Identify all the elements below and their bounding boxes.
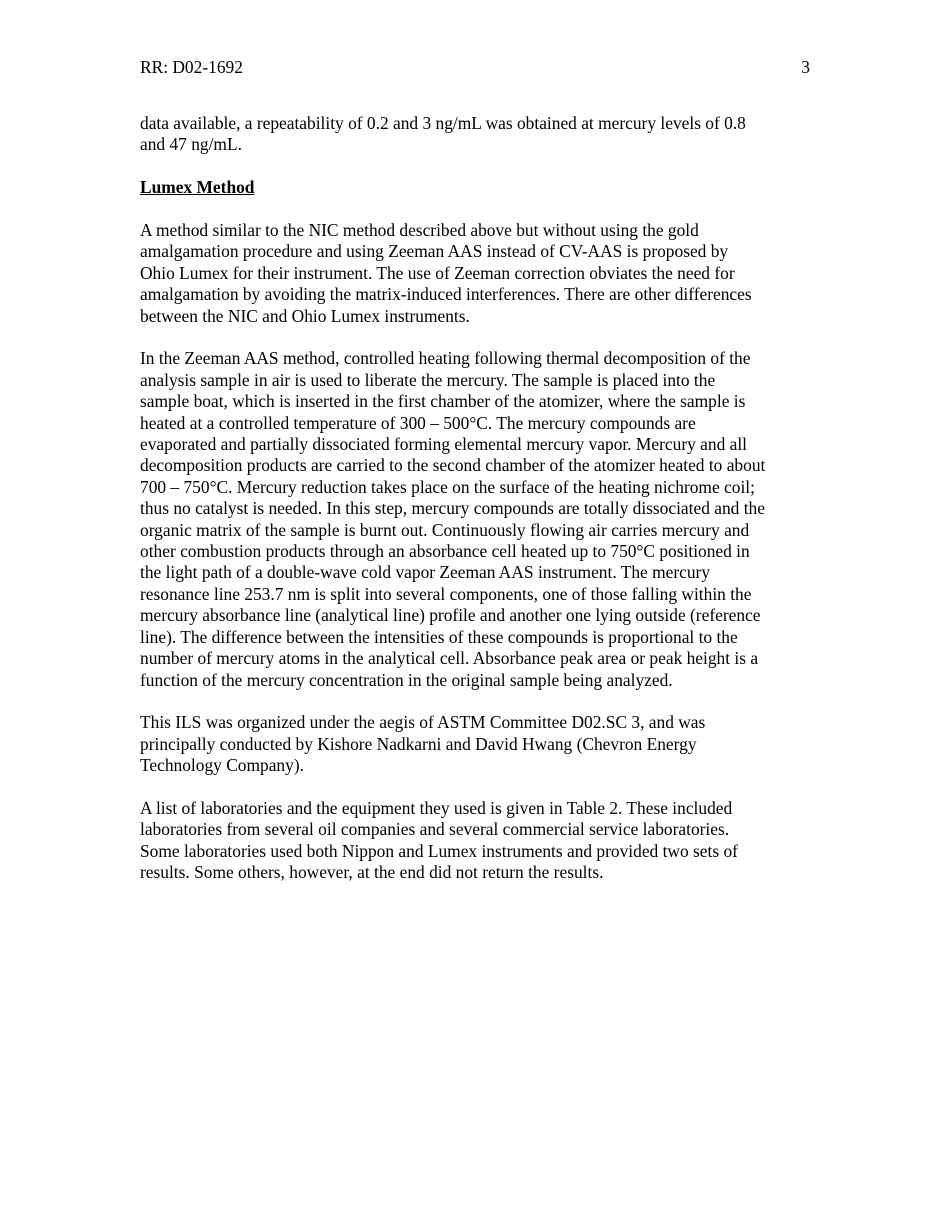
laboratories-paragraph: A list of laboratories and the equipment they used is given in Table 2. These included laboratories from several oil companies and several commercial service laboratories. Some laboratories used both Nippon and Lumex instruments and provided two sets of results. Some others, however, at the end did not return the results. <box>140 797 738 883</box>
section-heading: Lumex Method <box>140 177 255 198</box>
ils-paragraph: This ILS was organized under the aegis of ASTM Committee D02.SC 3, and was principally conducted by Kishore Nadkarni and David Hwang (Chevron Energy Technology Company). <box>140 712 706 776</box>
page-header <box>140 57 810 79</box>
zeeman-paragraph: In the Zeeman AAS method, controlled heating following thermal decomposition of the analysis sample in air is used to liberate the mercury. The sample is placed into the sample boat, which is inserted in the first chamber of the atomizer, where the sample is heated at a controlled temperature of 300 – 500°C. The mercury compounds are evaporated and partially dissociated forming elemental mercury vapor. Mercury and all decomposition products are carried to the second chamber of the atomizer heated to about 700 – 750°C. Mercury reduction takes place on the surface of the heating nichrome coil; thus no catalyst is needed. In this step, mercury compounds are totally dissociated and the organic matrix of the sample is burnt out. Continuously flowing air carries mercury and other combustion products through an absorbance cell heated up to 750°C positioned in the light path of a double-wave cold vapor Zeeman AAS instrument. The mercury resonance line 253.7 nm is split into several components, one of those falling within the mercury absorbance line (analytical line) profile and another one lying outside (reference line). The difference between the intensities of these compounds is proportional to the number of mercury atoms in the analytical cell. Absorbance peak area or peak height is a function of the mercury concentration in the original sample being analyzed. <box>140 348 766 690</box>
report-id: RR: D02-1692 <box>140 57 243 77</box>
intro-paragraph: data available, a repeatability of 0.2 and 3 ng/mL was obtained at mercury levels of 0.8 and 47 ng/mL. <box>140 113 746 155</box>
method-paragraph: A method similar to the NIC method described above but without using the gold amalgamation procedure and using Zeeman AAS instead of CV-AAS is proposed by Ohio Lumex for their instrument. The use of Zeeman correction obviates the need for amalgamation by avoiding the matrix-induced interferences. There are other differences between the NIC and Ohio Lumex instruments. <box>140 220 752 326</box>
page-number: 3 <box>801 57 810 77</box>
page-body <box>140 113 812 905</box>
